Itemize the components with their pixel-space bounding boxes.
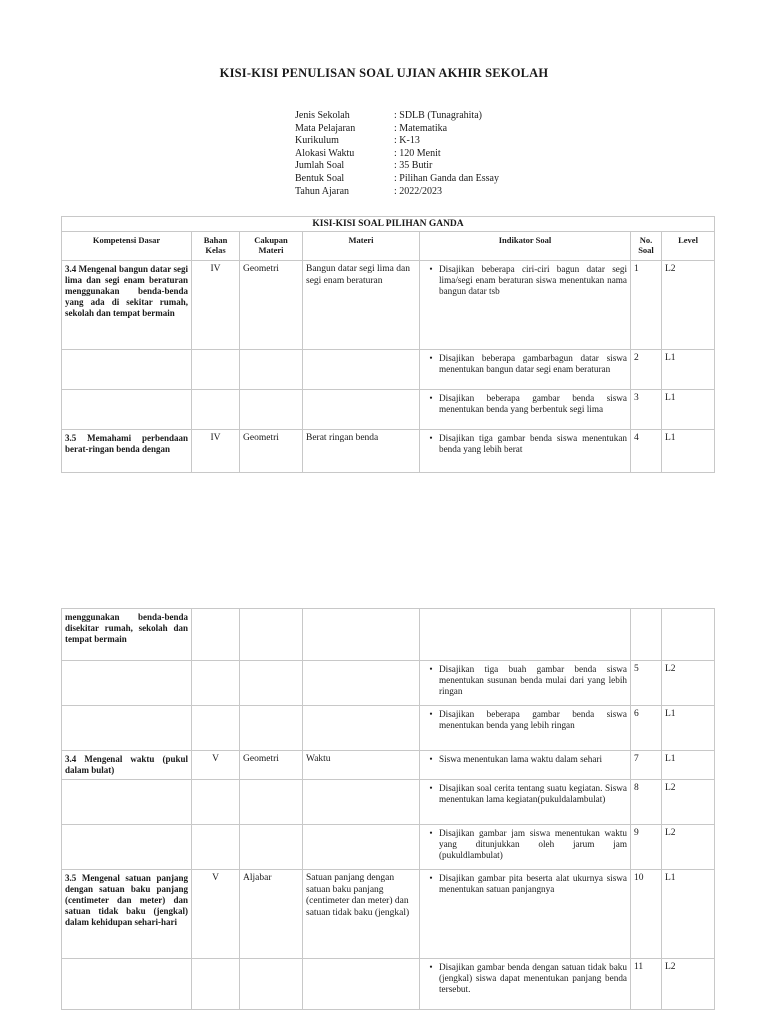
header-indikator-soal: Indikator Soal	[420, 232, 631, 261]
info-value: : 120 Menit	[394, 147, 441, 159]
table-header-row	[62, 232, 715, 261]
cell-no-soal: 1	[631, 261, 662, 350]
cell-materi	[303, 706, 420, 751]
cell-level: L2	[662, 780, 715, 825]
cell-no-soal: 11	[631, 959, 662, 1010]
cell-indikator	[420, 751, 631, 780]
info-row-school-type	[295, 110, 499, 123]
cell-no-soal: 5	[631, 661, 662, 706]
info-row-question-form	[295, 173, 499, 186]
info-label: Tahun Ajaran	[295, 185, 350, 197]
indikator-text: Disajikan beberapa gambar benda siswa menentukan benda yang berbentuk segi lima	[439, 393, 627, 414]
cell-kompetensi-dasar	[62, 780, 192, 825]
cell-level: L2	[662, 825, 715, 870]
cell-indikator	[420, 825, 631, 870]
info-value: : Pilihan Ganda dan Essay	[394, 172, 499, 184]
cell-kelas	[192, 959, 240, 1010]
cell-kelas	[192, 825, 240, 870]
table-row	[62, 825, 715, 870]
cell-cakupan	[240, 390, 303, 430]
table-caption: KISI-KISI SOAL PILIHAN GANDA	[62, 217, 715, 232]
info-row-time-allocation	[295, 148, 499, 161]
cell-indikator	[420, 430, 631, 473]
info-value: : 2022/2023	[394, 185, 443, 197]
table-row	[62, 430, 715, 473]
header-no-soal: No. Soal	[631, 232, 662, 261]
cell-cakupan: Geometri	[240, 430, 303, 473]
table-row	[62, 261, 715, 350]
indikator-text: Siswa menentukan lama waktu dalam sehari	[439, 754, 603, 764]
cell-no-soal: 3	[631, 390, 662, 430]
cell-no-soal: 7	[631, 751, 662, 780]
cell-materi	[303, 780, 420, 825]
cell-cakupan: Geometri	[240, 751, 303, 780]
indikator-text: Disajikan tiga gambar benda siswa menentukan benda yang lebih berat	[439, 433, 627, 454]
cell-materi: Berat ringan benda	[303, 430, 420, 473]
indikator-text: Disajikan soal cerita tentang suatu kegiatan. Siswa menentukan lama kegiatan(pukuldalambulat)	[439, 783, 627, 804]
cell-level: L2	[662, 959, 715, 1010]
bullet-icon: •	[429, 264, 433, 274]
indikator-text: Disajikan beberapa gambarbagun datar siswa menentukan bangun datar segi enam beraturan	[439, 353, 627, 374]
cell-kompetensi-dasar	[62, 825, 192, 870]
cell-materi	[303, 350, 420, 390]
indikator-text: Disajikan gambar benda dengan satuan tidak baku (jengkal) siswa dapat menentukan panjang benda tersebut.	[439, 962, 627, 994]
cell-indikator	[420, 780, 631, 825]
cell-indikator	[420, 870, 631, 959]
cell-cakupan	[240, 350, 303, 390]
cell-level: L1	[662, 350, 715, 390]
cell-materi	[303, 609, 420, 661]
cell-materi	[303, 390, 420, 430]
cell-indikator	[420, 609, 631, 661]
cell-level: L1	[662, 751, 715, 780]
cell-kelas	[192, 609, 240, 661]
cell-indikator	[420, 350, 631, 390]
bullet-icon: •	[429, 962, 433, 972]
table-row	[62, 390, 715, 430]
grid-table-page-2	[61, 608, 715, 1010]
indikator-text: Disajikan gambar jam siswa menentukan waktu yang ditunjukkan oleh jarum jam (pukuldlambulat)	[439, 828, 627, 860]
cell-cakupan	[240, 609, 303, 661]
cell-kelas	[192, 661, 240, 706]
cell-level: L2	[662, 261, 715, 350]
page-title: KISI-KISI PENULISAN SOAL UJIAN AKHIR SEKOLAH	[219, 66, 549, 80]
info-label: Jumlah Soal	[295, 160, 345, 172]
cell-materi: Satuan panjang dengan satuan baku panjang (centimeter dan meter) dan satuan tidak baku (jengkal)	[303, 870, 420, 959]
cell-no-soal: 10	[631, 870, 662, 959]
document-info	[295, 110, 499, 198]
cell-level	[662, 609, 715, 661]
cell-level: L1	[662, 430, 715, 473]
header-materi: Materi	[303, 232, 420, 261]
info-label: Jenis Sekolah	[295, 110, 350, 121]
header-bahan-kelas: Bahan Kelas	[192, 232, 240, 261]
table-row	[62, 780, 715, 825]
cell-no-soal: 6	[631, 706, 662, 751]
bullet-icon: •	[429, 709, 433, 719]
cell-cakupan	[240, 661, 303, 706]
cell-kompetensi-dasar: menggunakan benda-benda disekitar rumah, sekolah dan tempat bermain	[62, 609, 192, 661]
cell-kelas: IV	[192, 261, 240, 350]
cell-no-soal	[631, 609, 662, 661]
cell-kompetensi-dasar	[62, 661, 192, 706]
indikator-text: Disajikan beberapa ciri-ciri bagun datar segi lima/segi enam beraturan siswa menentukan nama bangun datar tsb	[439, 264, 627, 296]
table-row	[62, 706, 715, 751]
table-row	[62, 751, 715, 780]
bullet-icon: •	[429, 783, 433, 793]
cell-cakupan: Aljabar	[240, 870, 303, 959]
cell-materi: Waktu	[303, 751, 420, 780]
cell-kompetensi-dasar: 3.4 Mengenal bangun datar segi lima dan segi enam beraturan menggunakan benda-benda yang ada di sekitar rumah, sekolah dan tempat bermain	[62, 261, 192, 350]
bullet-icon: •	[429, 393, 433, 403]
cell-kelas: V	[192, 870, 240, 959]
indikator-text: Disajikan gambar pita beserta alat ukurnya siswa menentukan satuan panjangnya	[439, 873, 627, 894]
info-value: : Matematika	[394, 122, 448, 134]
info-label: Mata Pelajaran	[295, 122, 356, 134]
cell-cakupan	[240, 706, 303, 751]
info-value: : K-13	[394, 135, 420, 147]
bullet-icon: •	[429, 754, 433, 764]
cell-kelas	[192, 390, 240, 430]
cell-kompetensi-dasar: 3.5 Memahami perbendaan berat-ringan benda dengan	[62, 430, 192, 473]
cell-materi	[303, 825, 420, 870]
bullet-icon: •	[429, 873, 433, 883]
info-value: : 35 Butir	[394, 160, 433, 172]
cell-level: L1	[662, 706, 715, 751]
cell-kompetensi-dasar: 3.4 Mengenal waktu (pukul dalam bulat)	[62, 751, 192, 780]
cell-indikator	[420, 390, 631, 430]
info-label: Kurikulum	[295, 135, 339, 147]
cell-cakupan	[240, 825, 303, 870]
cell-materi	[303, 959, 420, 1010]
info-row-question-count	[295, 160, 499, 173]
cell-no-soal: 9	[631, 825, 662, 870]
cell-indikator	[420, 261, 631, 350]
info-row-subject	[295, 123, 499, 136]
cell-cakupan	[240, 780, 303, 825]
cell-kompetensi-dasar	[62, 390, 192, 430]
cell-indikator	[420, 661, 631, 706]
cell-cakupan: Geometri	[240, 261, 303, 350]
table-row	[62, 350, 715, 390]
cell-indikator	[420, 959, 631, 1010]
cell-kompetensi-dasar: 3.5 Mengenal satuan panjang dengan satuan baku panjang (centimeter dan meter) dan satuan tidak baku (jengkal) dalam kehidupan sehari-hari	[62, 870, 192, 959]
cell-kelas	[192, 780, 240, 825]
info-label: Bentuk Soal	[295, 172, 345, 184]
info-row-curriculum	[295, 135, 499, 148]
header-level: Level	[662, 232, 715, 261]
table-row	[62, 609, 715, 661]
cell-kompetensi-dasar	[62, 959, 192, 1010]
bullet-icon: •	[429, 828, 433, 838]
table-row	[62, 959, 715, 1010]
info-row-school-year	[295, 186, 499, 199]
table-row	[62, 870, 715, 959]
bullet-icon: •	[429, 664, 433, 674]
cell-level: L1	[662, 870, 715, 959]
cell-kelas: V	[192, 751, 240, 780]
cell-materi: Bangun datar segi lima dan segi enam beraturan	[303, 261, 420, 350]
cell-level: L2	[662, 661, 715, 706]
info-value: : SDLB (Tunagrahita)	[394, 110, 482, 121]
cell-cakupan	[240, 959, 303, 1010]
cell-kompetensi-dasar	[62, 350, 192, 390]
cell-level: L1	[662, 390, 715, 430]
indikator-text: Disajikan beberapa gambar benda siswa menentukan benda yang lebih ringan	[439, 709, 627, 730]
cell-kelas: IV	[192, 430, 240, 473]
cell-kompetensi-dasar	[62, 706, 192, 751]
info-label: Alokasi Waktu	[295, 147, 355, 159]
cell-indikator	[420, 706, 631, 751]
header-cakupan-materi: Cakupan Materi	[240, 232, 303, 261]
cell-no-soal: 4	[631, 430, 662, 473]
grid-table-page-1	[61, 216, 715, 473]
cell-materi	[303, 661, 420, 706]
bullet-icon: •	[429, 353, 433, 363]
bullet-icon: •	[429, 433, 433, 443]
cell-kelas	[192, 350, 240, 390]
cell-kelas	[192, 706, 240, 751]
cell-no-soal: 2	[631, 350, 662, 390]
header-kompetensi-dasar: Kompetensi Dasar	[62, 232, 192, 261]
indikator-text: Disajikan tiga buah gambar benda siswa menentukan susunan benda mulai dari yang lebih ringan	[439, 664, 627, 696]
table-row	[62, 661, 715, 706]
cell-no-soal: 8	[631, 780, 662, 825]
